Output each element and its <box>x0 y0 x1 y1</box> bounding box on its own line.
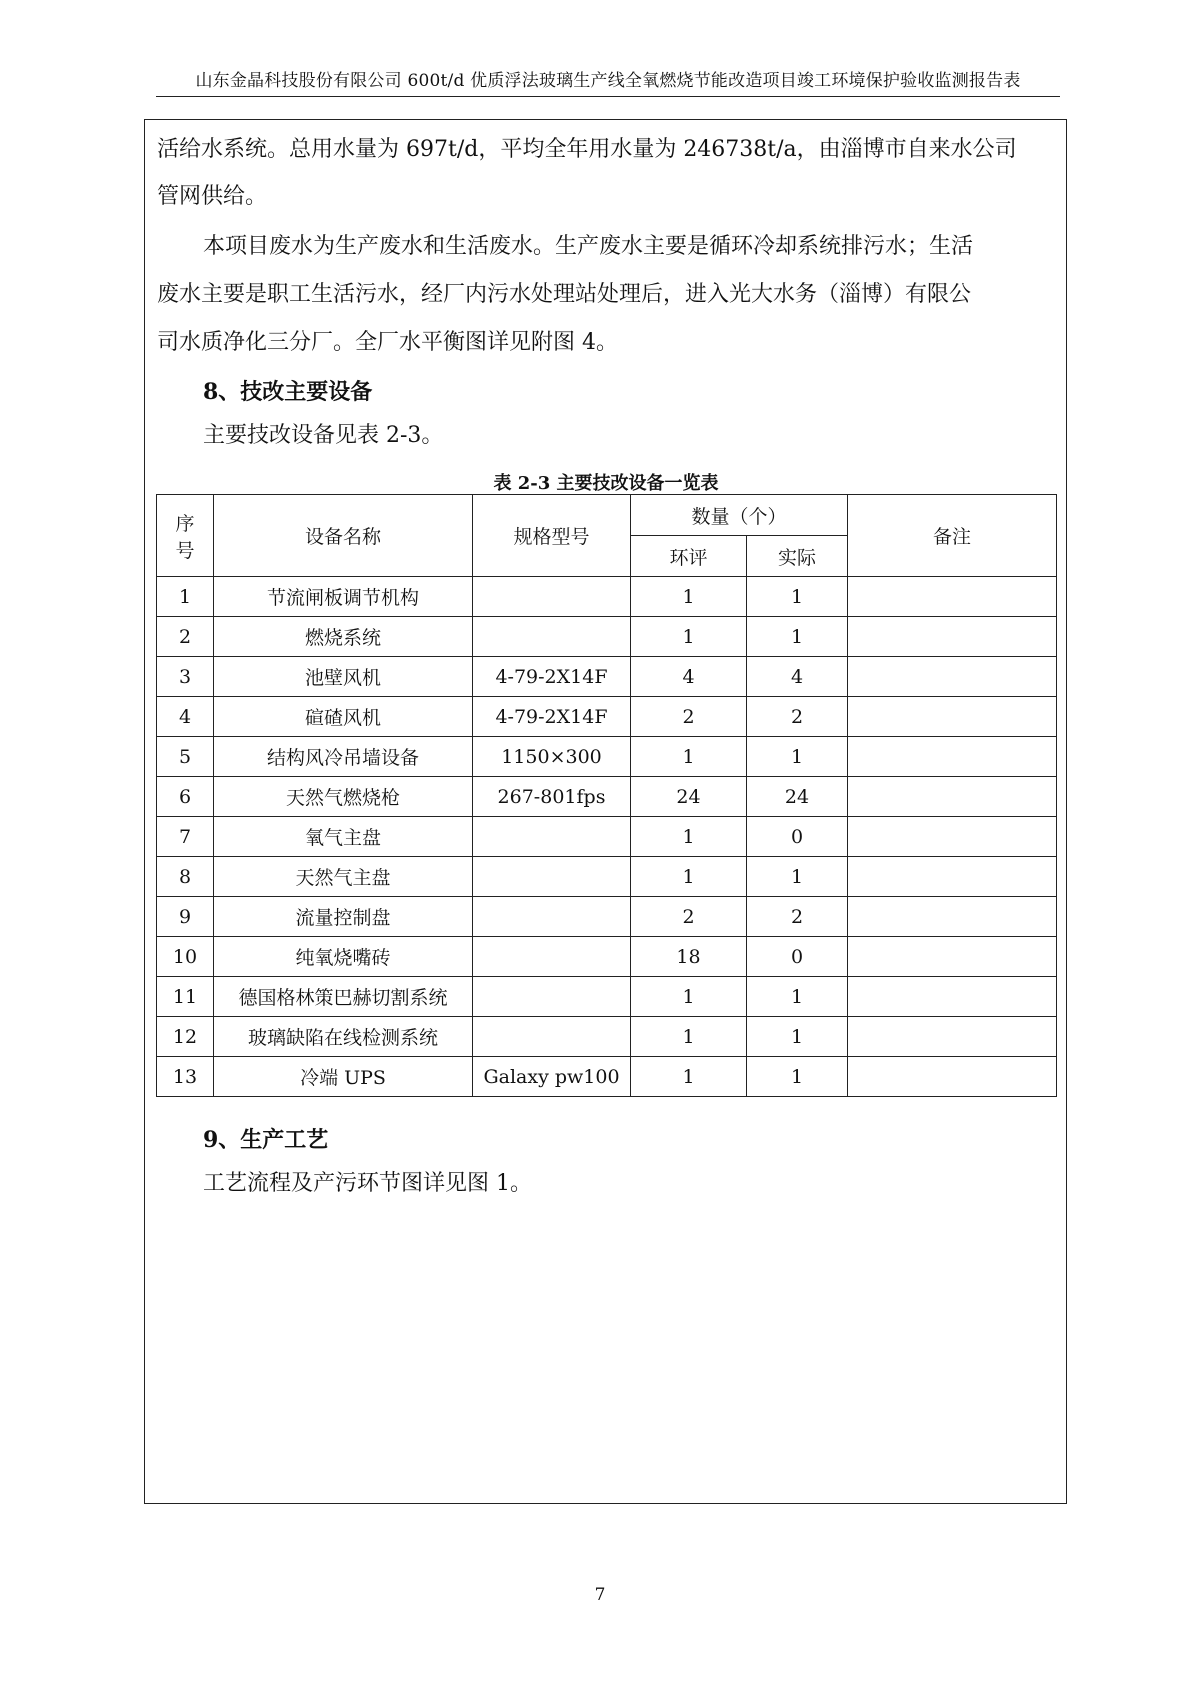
row-name-cell: 纯氧烧嘴砖 <box>214 937 473 977</box>
row-model-cell <box>473 937 631 977</box>
row-model-cell: 4-79-2X14F <box>473 657 631 697</box>
table-row <box>157 737 1057 777</box>
row-eia-cell: 2 <box>631 697 747 737</box>
section-8-heading: 8、技改主要设备 <box>203 379 373 405</box>
row-model-cell: 4-79-2X14F <box>473 697 631 737</box>
row-eia-cell: 1 <box>631 817 747 857</box>
table-row <box>157 617 1057 657</box>
row-model-cell <box>473 577 631 617</box>
row-serial-cell: 11 <box>157 977 214 1017</box>
row-name-cell: 天然气主盘 <box>214 857 473 897</box>
row-remark-cell <box>848 897 1057 937</box>
row-model-cell <box>473 977 631 1017</box>
row-name-cell: 节流闸板调节机构 <box>214 577 473 617</box>
row-actual-cell: 1 <box>747 617 848 657</box>
row-eia-cell: 24 <box>631 777 747 817</box>
row-remark-cell <box>848 817 1057 857</box>
table-row <box>157 817 1057 857</box>
header-remark: 备注 <box>848 495 1057 577</box>
header-model: 规格型号 <box>473 495 631 577</box>
row-eia-cell: 1 <box>631 737 747 777</box>
section-9-text: 工艺流程及产污环节图详见图 1。 <box>203 1171 532 1196</box>
row-name-cell: 玻璃缺陷在线检测系统 <box>214 1017 473 1057</box>
row-name-cell: 天然气燃烧枪 <box>214 777 473 817</box>
row-remark-cell <box>848 1017 1057 1057</box>
row-actual-cell: 1 <box>747 577 848 617</box>
header-quantity: 数量（个） <box>631 495 848 536</box>
row-actual-cell: 0 <box>747 817 848 857</box>
row-remark-cell <box>848 697 1057 737</box>
row-name-cell: 氧气主盘 <box>214 817 473 857</box>
row-model-cell <box>473 817 631 857</box>
page-header-title: 山东金晶科技股份有限公司 600t/d 优质浮法玻璃生产线全氧燃烧节能改造项目竣工环境保护验收监测报告表 <box>195 71 1021 91</box>
row-actual-cell: 24 <box>747 777 848 817</box>
header-eia-quantity: 环评 <box>631 536 747 577</box>
row-remark-cell <box>848 977 1057 1017</box>
row-remark-cell <box>848 937 1057 977</box>
row-remark-cell <box>848 617 1057 657</box>
row-actual-cell: 1 <box>747 1017 848 1057</box>
table-row <box>157 657 1057 697</box>
row-serial-cell: 8 <box>157 857 214 897</box>
section-9-heading: 9、生产工艺 <box>203 1127 329 1153</box>
row-eia-cell: 4 <box>631 657 747 697</box>
row-serial-cell: 1 <box>157 577 214 617</box>
table-row <box>157 897 1057 937</box>
header-actual-quantity: 实际 <box>747 536 848 577</box>
row-eia-cell: 1 <box>631 1057 747 1097</box>
row-actual-cell: 2 <box>747 697 848 737</box>
row-remark-cell <box>848 1057 1057 1097</box>
row-name-cell: 德国格林策巴赫切割系统 <box>214 977 473 1017</box>
row-eia-cell: 1 <box>631 1017 747 1057</box>
row-remark-cell <box>848 777 1057 817</box>
table-row <box>157 1017 1057 1057</box>
table-row <box>157 857 1057 897</box>
row-actual-cell: 1 <box>747 977 848 1017</box>
table-row <box>157 697 1057 737</box>
table-row <box>157 777 1057 817</box>
row-name-cell: 燃烧系统 <box>214 617 473 657</box>
paragraph-water-supply-line2: 管网供给。 <box>157 184 268 209</box>
row-remark-cell <box>848 737 1057 777</box>
header-divider <box>156 96 1060 97</box>
row-name-cell: 池壁风机 <box>214 657 473 697</box>
row-actual-cell: 1 <box>747 737 848 777</box>
header-serial-number: 序 号 <box>157 495 214 577</box>
table-row <box>157 577 1057 617</box>
row-model-cell <box>473 857 631 897</box>
table-row <box>157 977 1057 1017</box>
row-serial-cell: 7 <box>157 817 214 857</box>
row-model-cell: 1150×300 <box>473 737 631 777</box>
table-row <box>157 1057 1057 1097</box>
paragraph-water-supply-line1: 活给水系统。总用水量为 697t/d，平均全年用水量为 246738t/a，由淄博市自来水公司 <box>157 137 1017 162</box>
row-serial-cell: 4 <box>157 697 214 737</box>
row-name-cell: 冷端 UPS <box>214 1057 473 1097</box>
row-model-cell <box>473 1017 631 1057</box>
row-serial-cell: 12 <box>157 1017 214 1057</box>
row-model-cell: 267-801fps <box>473 777 631 817</box>
row-serial-cell: 3 <box>157 657 214 697</box>
row-eia-cell: 1 <box>631 857 747 897</box>
section-8-text: 主要技改设备见表 2-3。 <box>203 423 444 448</box>
row-serial-cell: 2 <box>157 617 214 657</box>
row-serial-cell: 6 <box>157 777 214 817</box>
equipment-table <box>156 494 1057 1097</box>
row-serial-cell: 5 <box>157 737 214 777</box>
row-eia-cell: 18 <box>631 937 747 977</box>
row-remark-cell <box>848 577 1057 617</box>
row-actual-cell: 4 <box>747 657 848 697</box>
row-name-cell: 结构风冷吊墙设备 <box>214 737 473 777</box>
page-number: 7 <box>594 1585 606 1605</box>
row-actual-cell: 2 <box>747 897 848 937</box>
row-name-cell: 流量控制盘 <box>214 897 473 937</box>
row-model-cell <box>473 617 631 657</box>
row-serial-cell: 13 <box>157 1057 214 1097</box>
row-name-cell: 碹碴风机 <box>214 697 473 737</box>
header-equipment-name: 设备名称 <box>214 495 473 577</box>
paragraph-wastewater-line3: 司水质净化三分厂。全厂水平衡图详见附图 4。 <box>157 330 618 355</box>
table-caption: 表 2-3 主要技改设备一览表 <box>493 473 719 494</box>
row-serial-cell: 9 <box>157 897 214 937</box>
row-serial-cell: 10 <box>157 937 214 977</box>
row-model-cell: Galaxy pw100 <box>473 1057 631 1097</box>
row-model-cell <box>473 897 631 937</box>
row-actual-cell: 0 <box>747 937 848 977</box>
row-actual-cell: 1 <box>747 857 848 897</box>
paragraph-wastewater-line2: 废水主要是职工生活污水，经厂内污水处理站处理后，进入光大水务（淄博）有限公 <box>157 282 972 307</box>
table-row <box>157 937 1057 977</box>
paragraph-wastewater-line1: 本项目废水为生产废水和生活废水。生产废水主要是循环冷却系统排污水；生活 <box>203 234 974 259</box>
row-eia-cell: 1 <box>631 617 747 657</box>
row-eia-cell: 1 <box>631 577 747 617</box>
row-eia-cell: 1 <box>631 977 747 1017</box>
row-eia-cell: 2 <box>631 897 747 937</box>
row-actual-cell: 1 <box>747 1057 848 1097</box>
row-remark-cell <box>848 657 1057 697</box>
row-remark-cell <box>848 857 1057 897</box>
